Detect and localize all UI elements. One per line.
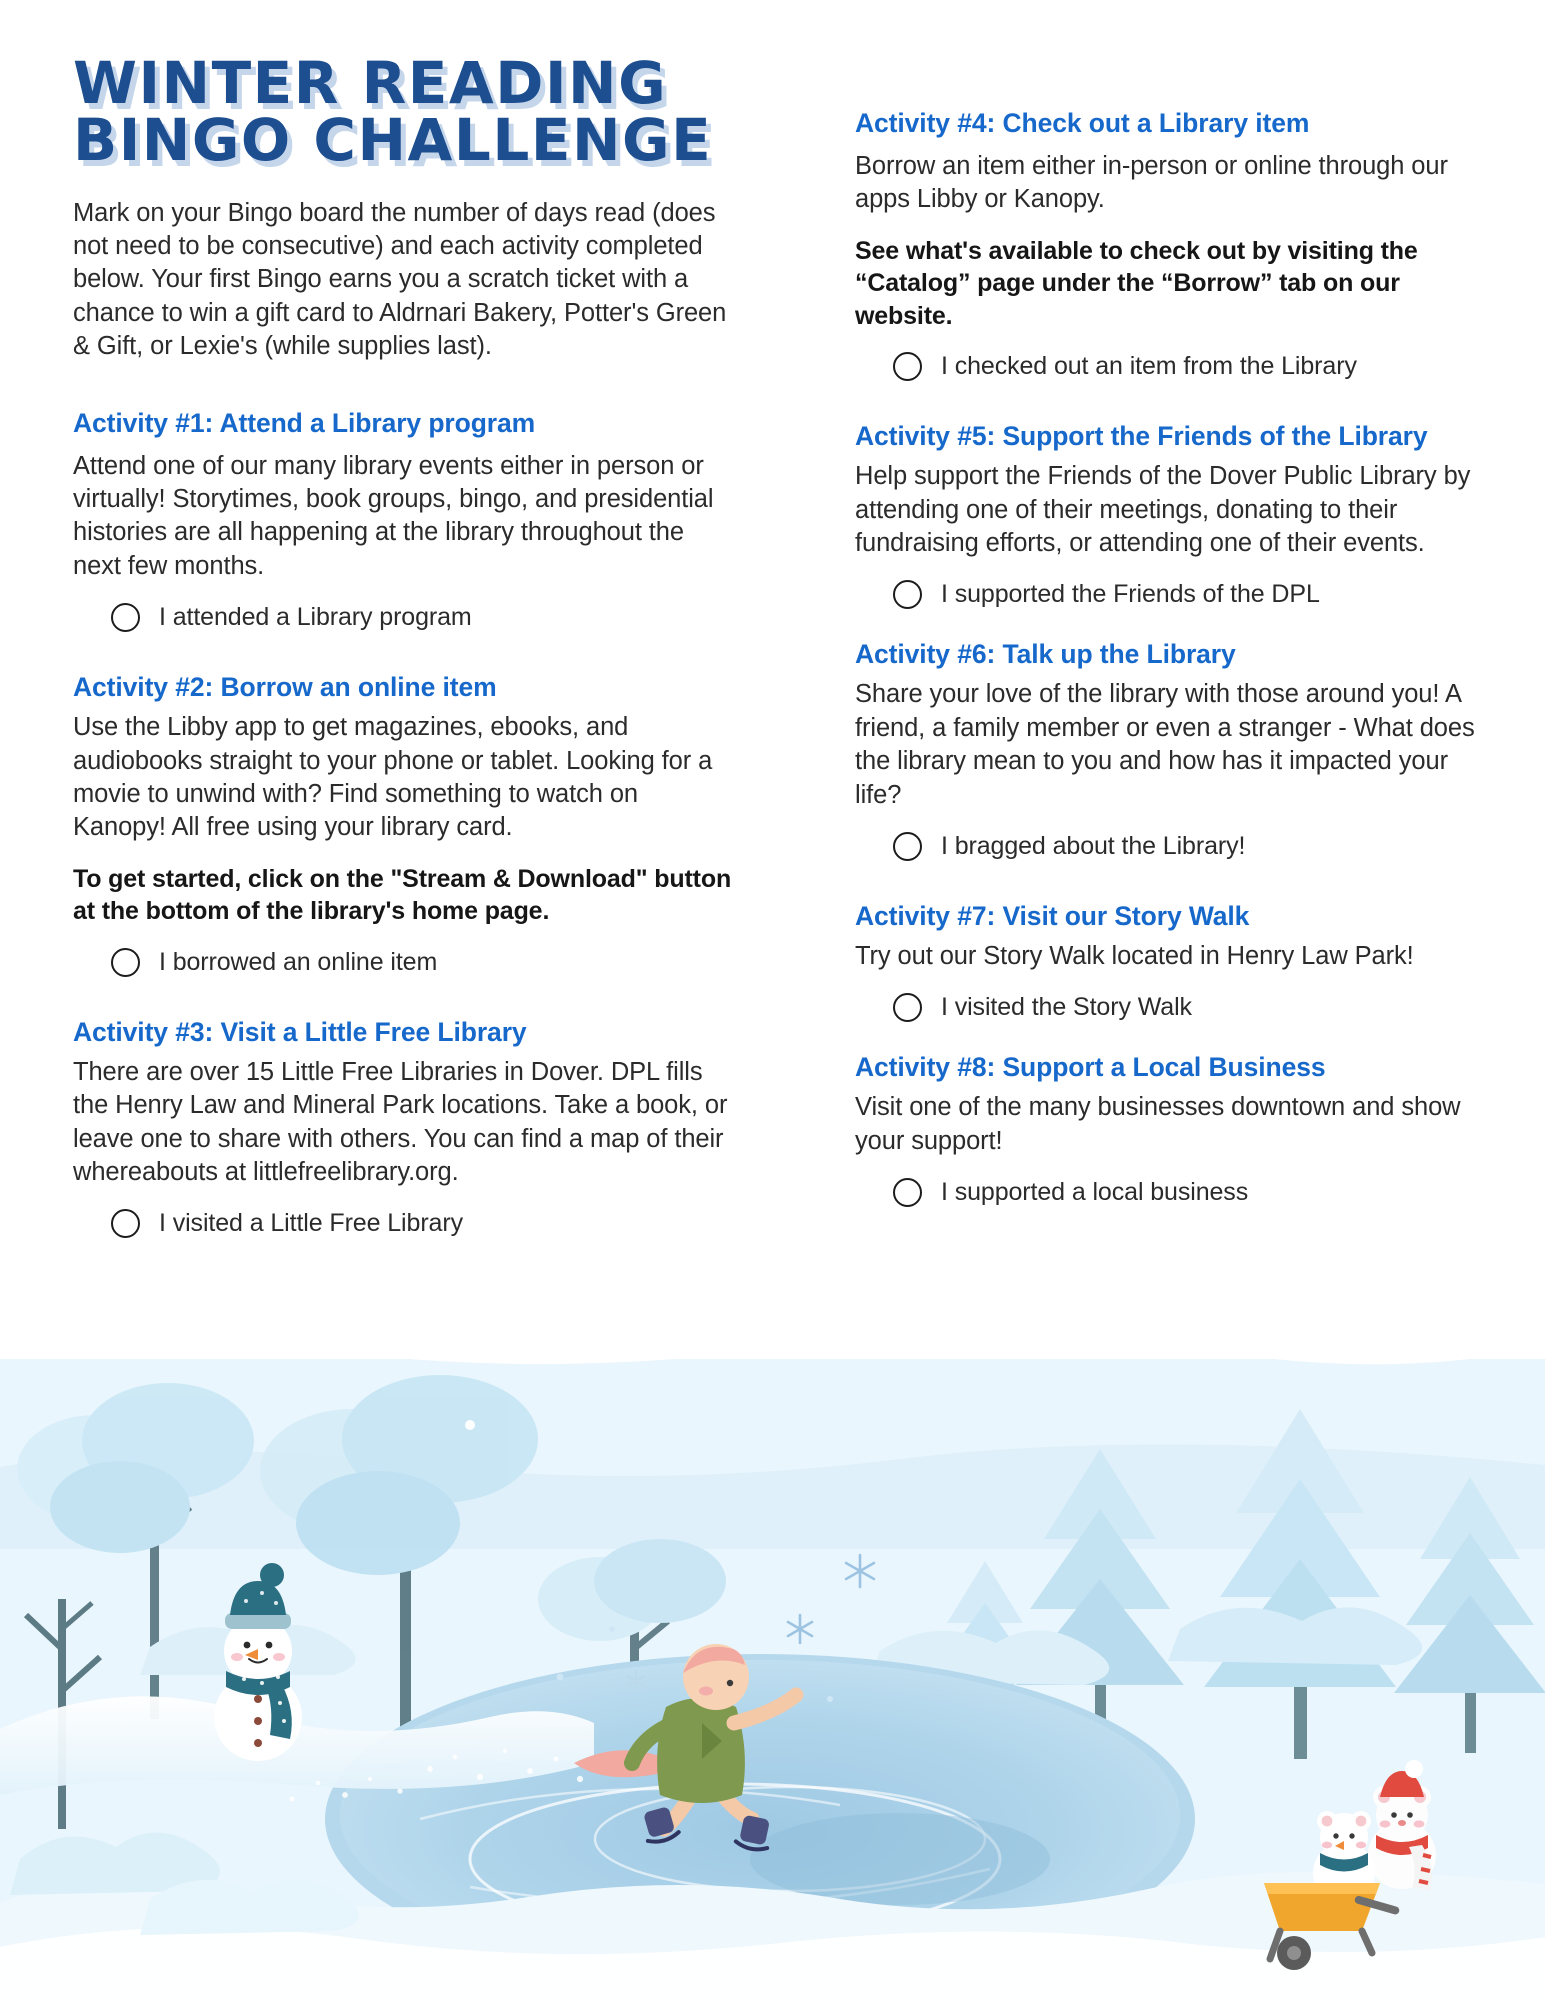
page-title-line2: BINGO CHALLENGE (73, 105, 713, 174)
activity-8-heading: Activity #8: Support a Local Business (855, 1052, 1326, 1083)
activity-5-body: Help support the Friends of the Dover Public Library by attending one of their meetings, donating to their fundraising efforts, or attending one of their events. (855, 462, 1471, 558)
right-column (855, 108, 1495, 1207)
activity-8-checkbox-row[interactable] (855, 1178, 1495, 1207)
activity-1-heading: Activity #1: Attend a Library program (73, 407, 536, 438)
activity-1-body: Attend one of our many library events either in person or virtually! Storytimes, book groups, bingo, and presidential histories are all happening at the library throughout the next few months. (73, 451, 714, 580)
checkbox-circle-icon[interactable] (893, 993, 922, 1022)
checkbox-circle-icon[interactable] (893, 1178, 922, 1207)
activity-7-body: Try out our Story Walk located in Henry Law Park! (855, 942, 1414, 971)
spacer (855, 861, 1495, 901)
activity-5-checkbox-row[interactable] (855, 580, 1495, 609)
activity-2-check-label: I borrowed an online item (159, 947, 438, 976)
activity-6 (855, 639, 1495, 861)
checkbox-circle-icon[interactable] (111, 603, 140, 632)
activity-3-check-label: I visited a Little Free Library (159, 1209, 463, 1238)
checkbox-circle-icon[interactable] (111, 948, 140, 977)
activity-1 (73, 408, 733, 633)
spacer (73, 632, 733, 672)
activity-8-check-label: I supported a local business (941, 1178, 1249, 1207)
activity-6-heading: Activity #6: Talk up the Library (855, 639, 1236, 670)
activity-2-body: Use the Libby app to get magazines, ebooks, and audiobooks straight to your phone or tablet. Looking for a movie to unwind with? Find something to watch on Kanopy! All free using your library card. (73, 713, 713, 842)
activity-4-body: Borrow an item either in-person or online through our apps Libby or Kanopy. (855, 152, 1448, 214)
page-title-line1: WINTER READING (73, 49, 668, 117)
activity-7-check-label: I visited the Story Walk (941, 993, 1192, 1022)
activity-4-check-label: I checked out an item from the Library (941, 352, 1357, 381)
activity-2 (73, 672, 733, 977)
activity-6-check-label: I bragged about the Library! (941, 832, 1246, 861)
checkbox-circle-icon[interactable] (893, 352, 922, 381)
activity-4-heading: Activity #4: Check out a Library item (855, 108, 1310, 138)
activity-1-checkbox-row[interactable] (73, 603, 733, 632)
activity-6-checkbox-row[interactable] (855, 832, 1495, 861)
checkbox-circle-icon[interactable] (893, 832, 922, 861)
activity-8-body: Visit one of the many businesses downtown and show your support! (855, 1093, 1461, 1155)
checkbox-circle-icon[interactable] (893, 580, 922, 609)
page-title (73, 49, 733, 174)
activity-7-heading: Activity #7: Visit our Story Walk (855, 901, 1250, 932)
activity-5 (855, 421, 1495, 609)
activity-4 (855, 108, 1495, 381)
activity-3-checkbox-row[interactable] (73, 1209, 733, 1238)
spacer (855, 609, 1495, 639)
activity-2-heading: Activity #2: Borrow an online item (73, 672, 497, 703)
activity-4-checkbox-row[interactable] (855, 352, 1495, 381)
activity-6-body: Share your love of the library with those around you! A friend, a family member or even a stranger - What does the library mean to you and how has it impacted your life? (855, 680, 1475, 809)
activity-3 (73, 1017, 733, 1239)
activity-2-checkbox-row[interactable] (73, 948, 733, 977)
left-column (73, 49, 733, 1238)
activity-2-callout: To get started, click on the "Stream & Download" button at the bottom of the library's home page. (73, 864, 732, 926)
activity-3-heading: Activity #3: Visit a Little Free Library (73, 1016, 527, 1047)
activity-7 (855, 901, 1495, 1022)
spacer (855, 1022, 1495, 1052)
intro-paragraph: Mark on your Bingo board the number of days read (does not need to be consecutive) and each activity completed below. Your first Bingo earns you a scratch ticket with a chance to win a gift card to Aldrnari Bakery, Potter's Green & Gift, or Lexie's (while supplies last). (73, 198, 727, 361)
spacer (855, 381, 1495, 421)
activity-5-heading: Activity #5: Support the Friends of the Library (855, 421, 1428, 452)
activity-7-checkbox-row[interactable] (855, 993, 1495, 1022)
checkbox-circle-icon[interactable] (111, 1209, 140, 1238)
activity-5-check-label: I supported the Friends of the DPL (941, 580, 1320, 609)
activity-4-callout: See what's available to check out by visiting the “Catalog” page under the “Borrow” tab on our website. (855, 236, 1418, 330)
activity-1-check-label: I attended a Library program (159, 603, 472, 632)
winter-scene-illustration (0, 1299, 1545, 1999)
spacer (73, 977, 733, 1017)
activity-8 (855, 1052, 1495, 1207)
activity-3-body: There are over 15 Little Free Libraries in Dover. DPL fills the Henry Law and Mineral Park locations. Take a book, or leave one to share with others. You can find a map of their whereabouts at littlefreelibrary.org. (73, 1057, 728, 1186)
